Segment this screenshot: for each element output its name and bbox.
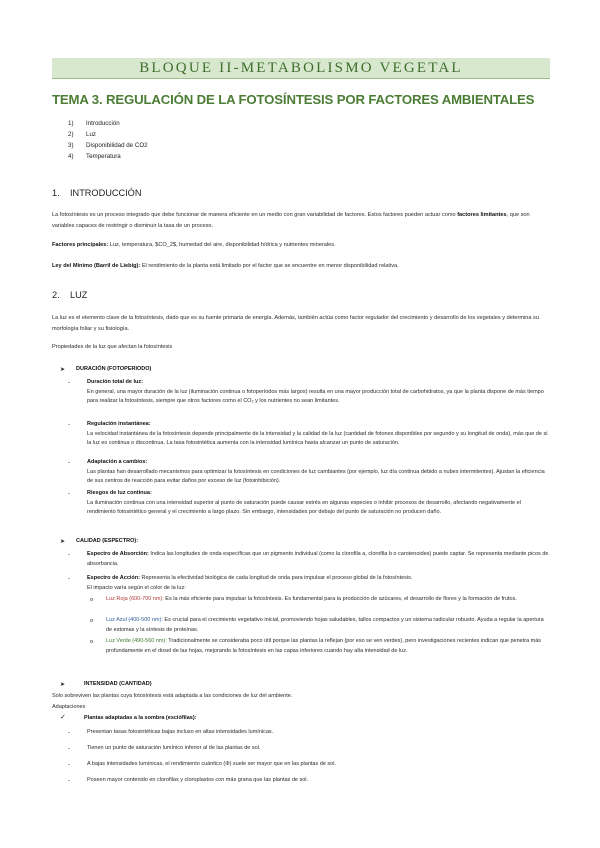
dash-bullet-icon: - <box>68 746 70 752</box>
section-title: INTRODUCCIÓN <box>70 188 142 198</box>
arrow-bullet-icon: ➤ <box>60 367 66 373</box>
intensity-heading <box>84 680 534 690</box>
dash-bullet-icon: - <box>68 576 70 582</box>
absorption-item <box>87 550 550 569</box>
text: , que son variables capaces de restringir o disminuir la tasa de un proceso. <box>52 212 530 229</box>
liebig-paragraph <box>52 261 550 272</box>
table-of-contents <box>68 118 148 162</box>
chapter-title: TEMA 3. REGULACIÓN DE LA FOTOSÍNTESIS POR FACTORES AMBIENTALES <box>52 92 535 107</box>
circle-bullet-icon: o <box>90 639 94 645</box>
intro-paragraph <box>52 210 550 231</box>
duration-item <box>87 489 550 518</box>
toc-item <box>68 151 148 162</box>
toc-number: 4) <box>68 153 74 160</box>
toc-label: Luz <box>86 131 96 138</box>
circle-bullet-icon: o <box>90 597 94 603</box>
dash-bullet-icon: - <box>68 380 70 386</box>
shade-item: Poseen mayor contenido en clorofilas y cloroplastos con más grana que las plantas de sol. <box>87 777 309 783</box>
arrow-bullet-icon: ➤ <box>60 539 66 545</box>
section-heading-luz <box>52 290 87 300</box>
blue-light-item <box>106 616 550 635</box>
shade-item: Presentan tasas fotosintéticas bajas incluso en altas intensidades lumínicas. <box>87 729 274 735</box>
color-label: Luz Azul (400-500 nm): <box>106 617 163 623</box>
color-text: Es crucial para el crecimiento vegetativo inicial, promoviendo hojas saludables, tallos compactos y un sistema radicular robusto. Ayuda a regular la apertura de estomas y la síntesis de proteínas. <box>106 617 544 633</box>
item-subtext: El impacto varía según el color de la luz: <box>87 584 186 591</box>
circle-bullet-icon: o <box>90 618 94 624</box>
properties-label: Propiedades de la luz que afectan la fotosíntesis <box>52 344 173 350</box>
action-item <box>87 574 550 593</box>
luz-paragraph: La luz es el elemento clave de la fotosíntesis, dado que es su fuente primaria de energía. Además, también actúa como factor regulador del crecimiento y desarrollo de los vegetales y determina su morfología foliar y su fisiología. <box>52 315 539 332</box>
color-text: Es la más eficiente para impulsar la fotosíntesis. Es fundamental para la producción de azúcares, el desarrollo de flores y la formación de frutos. <box>163 596 517 602</box>
item-text: Las plantas han desarrollado mecanismos para optimizar la fotosíntesis en condiciones de luz cambiantes (por ejemplo, luz día continua debido a nubes intermitentes). Ajustan la eficiencia de sus centros de reacción para evitar daños por exceso de luz (fotoinhibición). <box>87 468 545 485</box>
red-light-item <box>106 595 550 605</box>
duration-item <box>87 458 550 487</box>
heading-text: INTENSIDAD (CANTIDAD) <box>84 681 152 687</box>
checkmark-icon: ✓ <box>60 714 66 721</box>
item-title: Duración total de luz: <box>87 379 143 385</box>
heading-text: CALIDAD (ESPECTRO): <box>76 538 139 544</box>
duration-item <box>87 420 550 449</box>
quality-heading <box>76 537 526 547</box>
color-text: Tradicionalmente se consideraba poco útil porque las plantas la reflejan (por eso se ven verdes), pero investigaciones recientes indican que penetra más profundamente en el dosel de las hojas, mejorando la fotosíntesis en las capas inferiores cuando hay alta intensidad de luz. <box>106 638 542 654</box>
section-number: 2. <box>52 290 60 300</box>
item-text: Representa la efectividad biológica de cada longitud de onda para impulsar el proceso global de la fotosíntesis. <box>139 575 413 581</box>
bold-term: Ley del Mínimo (Barril de Liebig): <box>52 263 141 269</box>
shade-plants-heading <box>84 714 534 724</box>
text: Luz, temperatura, $CO_2$, humedad del aire, disponibilidad hídrica y nutrientes minerales. <box>108 242 336 248</box>
toc-item <box>68 129 148 140</box>
section-number: 1. <box>52 188 60 198</box>
toc-number: 3) <box>68 142 74 149</box>
duration-item <box>87 378 550 407</box>
block-banner: BLOQUE II-METABOLISMO VEGETAL <box>52 58 550 79</box>
factors-paragraph <box>52 240 550 251</box>
toc-label: Disponibilidad de CO2 <box>86 142 148 149</box>
shade-item: Tienen un punto de saturación lumínico inferior al de las plantas de sol. <box>87 745 261 751</box>
toc-item <box>68 140 148 151</box>
section-title: LUZ <box>70 290 88 300</box>
toc-label: Introducción <box>86 120 120 127</box>
heading-text: Plantas adaptadas a la sombra (esciófilas): <box>84 715 197 721</box>
dash-bullet-icon: - <box>68 762 70 768</box>
toc-label: Temperatura <box>86 153 121 160</box>
item-title: Espectro de Absorción: <box>87 551 149 557</box>
color-label: Luz Roja (600-700 nm): <box>106 596 164 602</box>
adaptations-label: Adaptaciones <box>52 704 86 710</box>
dash-bullet-icon: - <box>68 491 70 497</box>
heading-text: DURACIÓN (FOTOPERIODO) <box>76 366 152 372</box>
item-text: La iluminación continua con una intensidad superior al punto de saturación puede causar estrés en algunas especies o inhibir procesos de desarrollo, afectando negativamente el rendimiento fotosintético general y el crecimiento a largo plazo. Sin embargo, intensidades por debajo del punto de saturación no producen daño. <box>87 499 521 516</box>
dash-bullet-icon: - <box>68 460 70 466</box>
item-text: En general, una mayor duración de la luz (iluminación continua o fotoperíodos más largos) resulta en una mayor producción total de carbohidratos, ya que la planta dispone de más tiempo para realizar la fotosíntesis, siempre que otros factores como el CO₂ y los nutrientes no sean limitantes. <box>87 388 544 405</box>
item-title: Regulación instantánea: <box>87 421 151 427</box>
item-text: La velocidad instantánea de la fotosíntesis depende principalmente de la intensidad y la calidad de la luz (cantidad de fotones disponibles por segundo y su longitud de onda), más que de si la luz es continua o discontinua. La tasa fotosintética aumenta con la intensidad lumínica hasta alcanzar un punto de saturación. <box>87 430 548 447</box>
item-title: Riesgos de luz continua: <box>87 490 152 496</box>
dash-bullet-icon: - <box>68 730 70 736</box>
item-title: Espectro de Acción: <box>87 575 140 581</box>
toc-number: 2) <box>68 131 74 138</box>
toc-number: 1) <box>68 120 74 127</box>
text: El rendimiento de la planta está limitado por el factor que se encuentre en menor disponibilidad relativa. <box>140 263 399 269</box>
dash-bullet-icon: - <box>68 778 70 784</box>
intensity-paragraph: Solo sobreviven las plantas cuya fotosíntesis está adaptada a las condiciones de luz del ambiente. <box>52 693 293 699</box>
dash-bullet-icon: - <box>68 422 70 428</box>
item-title: Adaptación a cambios: <box>87 459 148 465</box>
section-heading-intro <box>52 188 141 198</box>
arrow-bullet-icon: ➤ <box>60 682 66 688</box>
toc-item <box>68 118 148 129</box>
text: La fotosíntesis es un proceso integrado que debe funcionar de manera eficiente en un medio con gran variabilidad de factores. Estos factores pueden actuar como <box>52 212 458 218</box>
green-light-item <box>106 637 550 656</box>
item-text: Indica las longitudes de onda específicas que un pigmento individual (como la clorofila a, clorofila b o carotenoides) puede captar. Se representa mediante picos de absorbancia. <box>87 551 549 567</box>
bold-term: factores limitantes <box>457 212 507 218</box>
dash-bullet-icon: - <box>68 552 70 558</box>
shade-item: A bajas intensidades lumínicas, el rendimiento cuántico (Φ) suele ser mayor que en las plantas de sol. <box>87 761 336 767</box>
bold-term: Factores principales: <box>52 242 109 248</box>
duration-heading <box>76 365 526 375</box>
color-label: Luz Verde (490-560 nm): <box>106 638 167 644</box>
